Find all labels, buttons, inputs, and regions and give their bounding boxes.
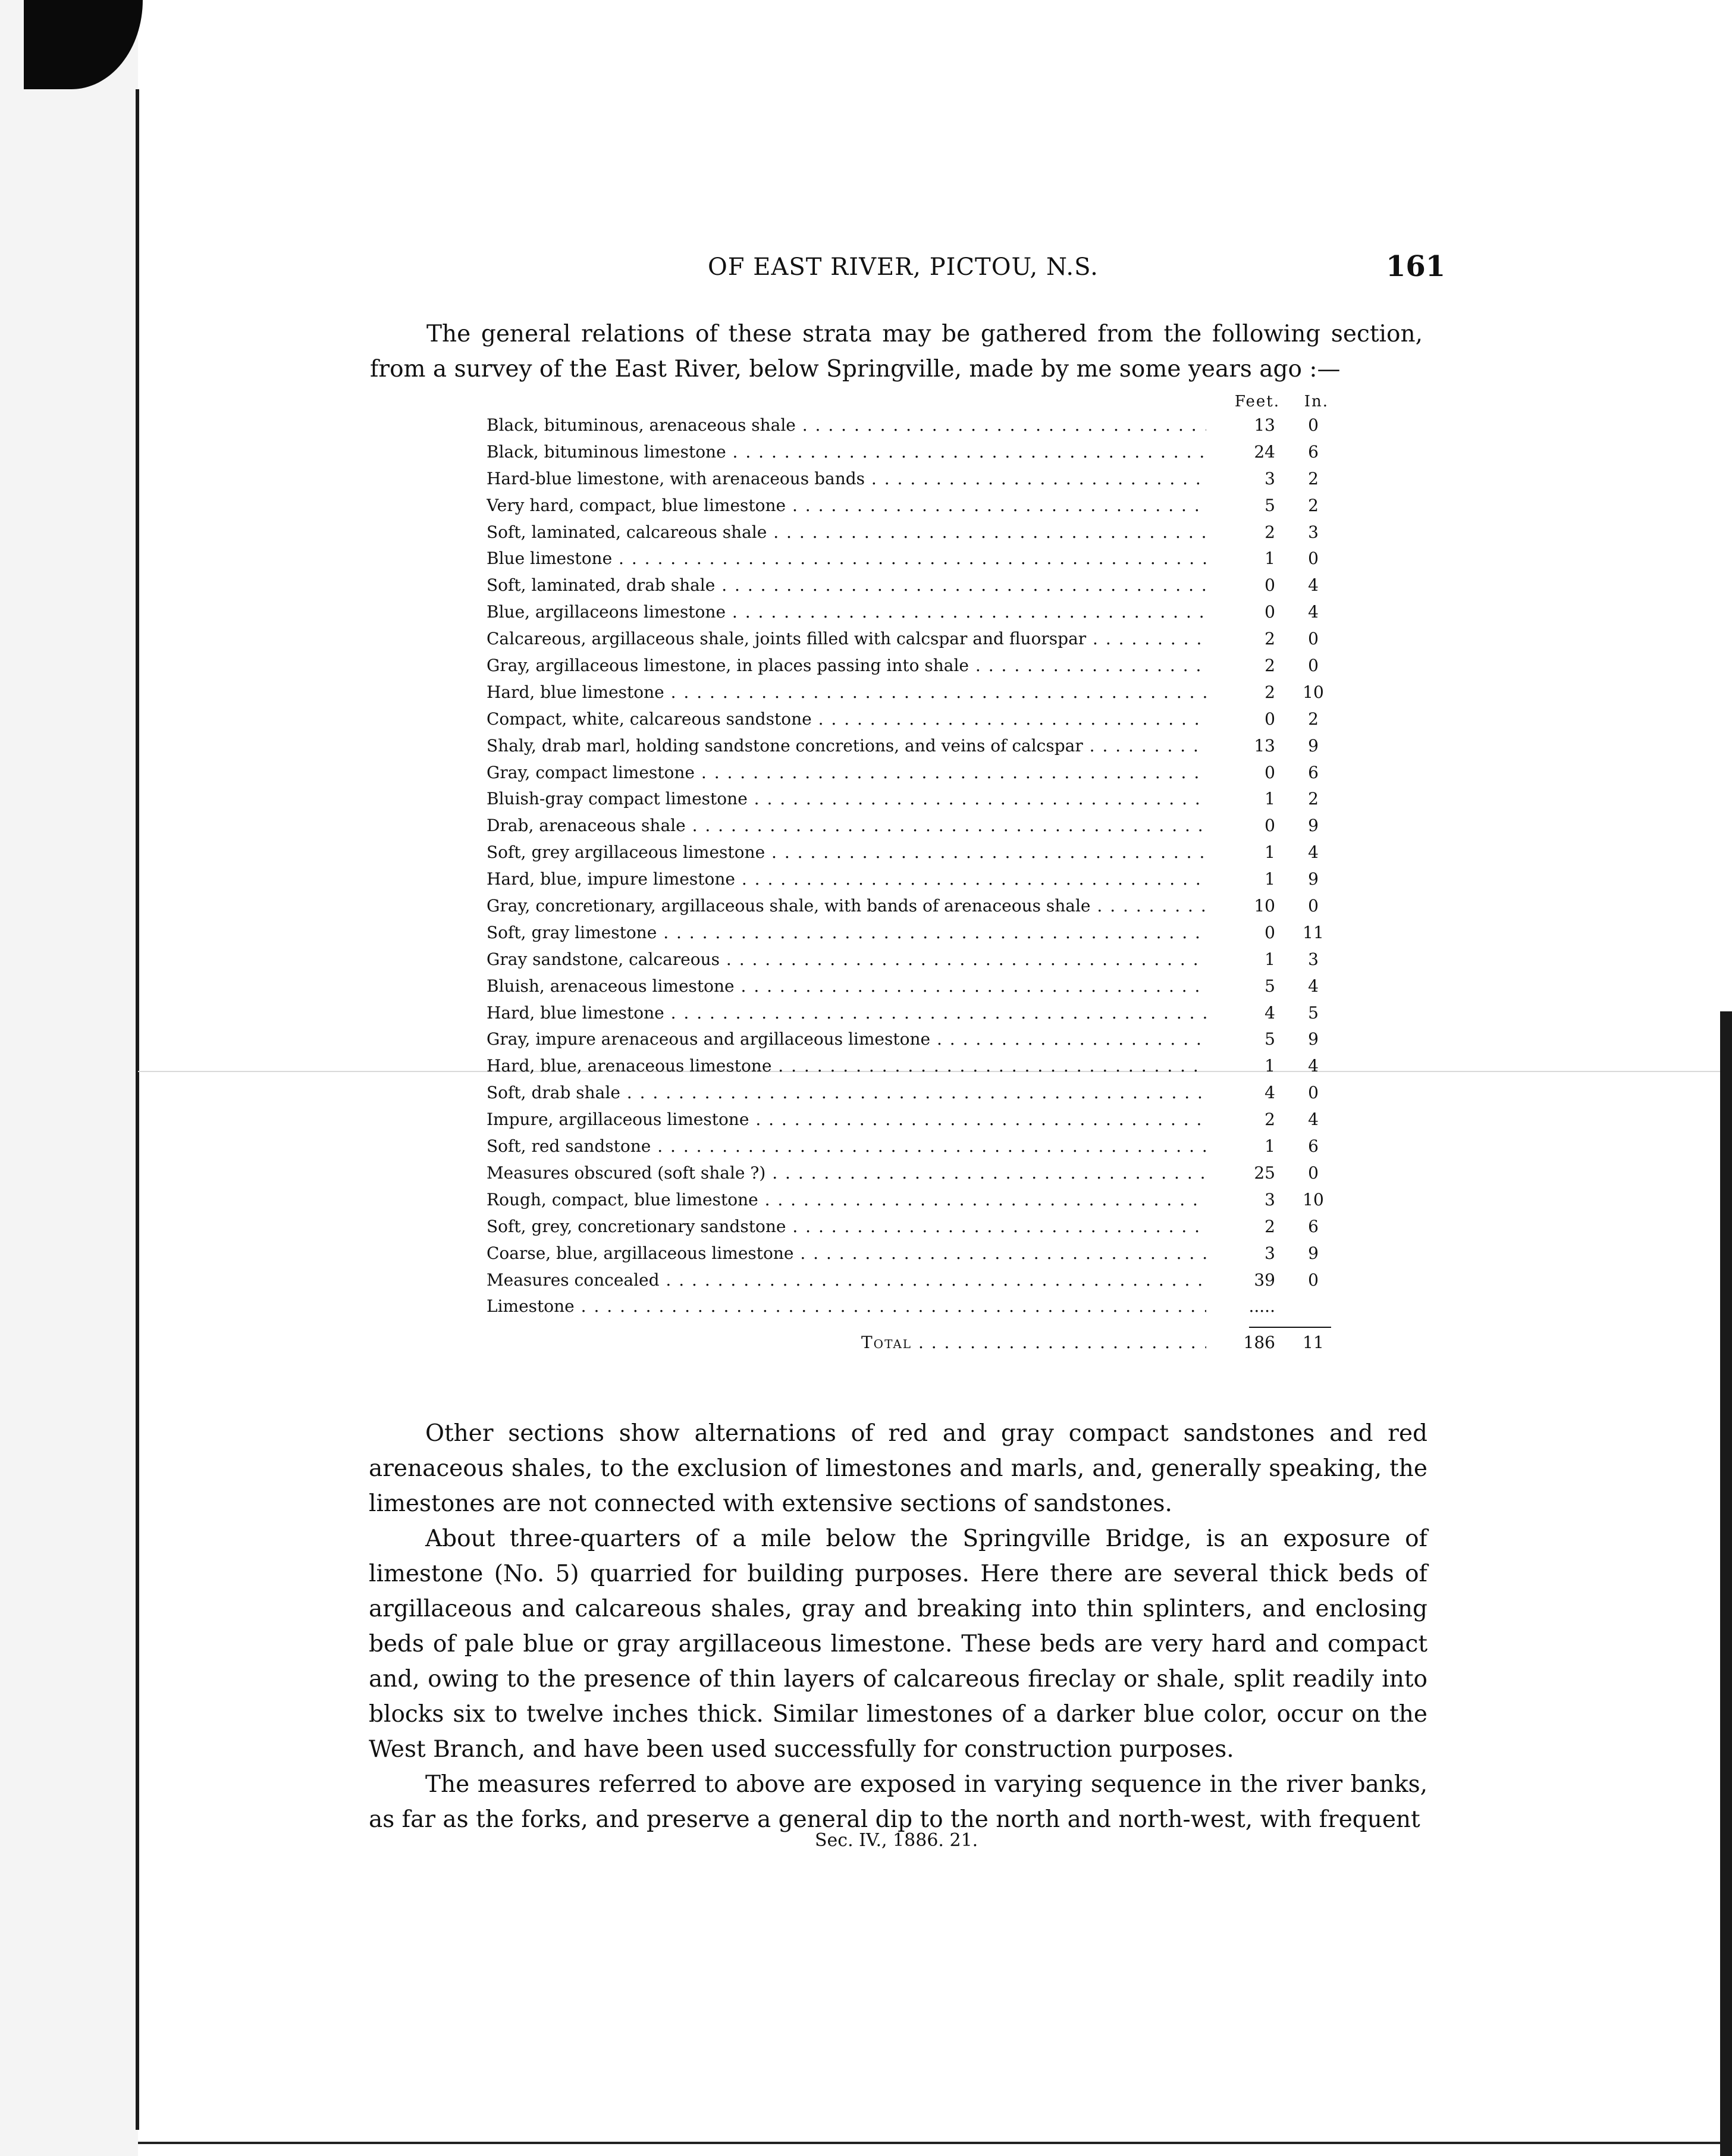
stratum-feet: 0 [1265, 602, 1275, 622]
table-row [487, 1217, 1331, 1243]
stratum-feet: 5 [1265, 976, 1275, 996]
table-row [487, 496, 1331, 522]
paragraph-2: About three-quarters of a mile below the Springville Bridge, is an exposure of limestone (No. 5) quarried for building purposes. Here there are several thick beds of argillaceous and calcareous shales, gray and breaking into thin splinters, and enclosing beds of pale blue or gray argillaceous limestone. These beds are very hard and compact and, owing to the presence of thin layers of calcareous fireclay or shale, split readily into blocks six to twelve inches thick. Similar limestones of a darker blue color, occur on the West Branch, and have been used successfully for construction purposes. [369, 1525, 1427, 1763]
stratum-description: Calcareous, argillaceous shale, joints filled with calcspar and fluorspar . . . [487, 629, 1206, 648]
stratum-description: Black, bituminous limestone . . . [487, 442, 1206, 462]
stratum-feet: 5 [1265, 1029, 1275, 1049]
stratum-description: Soft, gray limestone . . . [487, 923, 1206, 942]
table-header [487, 393, 1331, 415]
stratum-description: Gray, concretionary, argillaceous shale, with bands of arenaceous shale . . . [487, 896, 1206, 916]
stratum-description: Rough, compact, blue limestone . . . [487, 1190, 1206, 1209]
stratum-feet: 1 [1265, 1136, 1275, 1157]
table-row [487, 976, 1331, 1003]
stratum-feet: 1 [1265, 869, 1275, 889]
stratum-inches: 10 [1303, 1189, 1324, 1209]
stratum-description: Hard, blue limestone . . . [487, 682, 1206, 702]
page-fold-line [136, 89, 139, 2130]
table-row [487, 656, 1331, 682]
stratum-description: Bluish, arenaceous limestone . . . [487, 976, 1206, 996]
stratum-feet: 0 [1265, 575, 1275, 596]
stratum-feet: 10 [1254, 896, 1275, 916]
stratum-feet: 1 [1265, 549, 1275, 569]
body-text [369, 1416, 1427, 1837]
stratum-feet: 1 [1265, 842, 1275, 863]
stratum-feet: 0 [1265, 709, 1275, 729]
stratum-feet: 13 [1254, 415, 1275, 435]
stratum-description: Soft, laminated, calcareous shale . . . [487, 522, 1206, 542]
stratum-feet: 1 [1265, 1056, 1275, 1076]
stratum-feet: 39 [1254, 1270, 1275, 1290]
stratum-feet: 2 [1265, 1110, 1275, 1130]
stratum-inches: 0 [1308, 549, 1319, 569]
stratum-inches: 11 [1303, 922, 1324, 942]
table-row [487, 1056, 1331, 1083]
stratum-description: Compact, white, calcareous sandstone . . . [487, 709, 1206, 729]
stratum-inches: 5 [1308, 1002, 1319, 1023]
scan-right-edge [1720, 1011, 1732, 2156]
intro-paragraph: The general relations of these strata may be gathered from the following section, from a survey of the East River, below Springville, made by me some years ago :— [370, 321, 1423, 383]
table-row [487, 549, 1331, 575]
stratum-inches: 9 [1308, 1243, 1319, 1263]
table-row [487, 789, 1331, 816]
stratum-inches: 4 [1308, 1056, 1319, 1076]
inches-column-header: In. [1304, 393, 1329, 410]
stratum-inches: 2 [1308, 709, 1319, 729]
table-row [487, 896, 1331, 923]
stratum-inches: 6 [1308, 441, 1319, 462]
table-row [487, 949, 1331, 976]
stratum-description: Very hard, compact, blue limestone . . . [487, 496, 1206, 515]
total-label: Total [861, 1333, 912, 1353]
paragraph-3: The measures referred to above are exposed in varying sequence in the river banks, as far as the forks, and preserve a general dip to the north and north-west, with frequent [369, 1771, 1427, 1833]
table-row [487, 869, 1331, 896]
stratum-feet: 25 [1254, 1162, 1275, 1183]
stratum-feet: 5 [1265, 495, 1275, 515]
stratum-description: Soft, grey, concretionary sandstone . . . [487, 1217, 1206, 1236]
page-number: 161 [1386, 250, 1446, 283]
stratum-description: Measures obscured (soft shale ?) . . . [487, 1163, 1206, 1183]
stratum-description: Hard, blue, impure limestone . . . [487, 869, 1206, 889]
stratum-inches: 0 [1308, 415, 1319, 435]
stratum-feet: 0 [1265, 816, 1275, 836]
stratum-inches: 6 [1308, 762, 1319, 782]
scan-bottom-edge [138, 2142, 1720, 2144]
table-total-row [487, 1333, 1331, 1359]
stratum-inches: 3 [1308, 522, 1319, 542]
stratum-description: Gray, impure arenaceous and argillaceous limestone . . . [487, 1029, 1206, 1049]
feet-column-header: Feet. [1234, 393, 1280, 410]
stratum-feet: 24 [1254, 441, 1275, 462]
table-row [487, 575, 1331, 602]
stratum-feet: 1 [1265, 949, 1275, 969]
table-row [487, 602, 1331, 629]
stratum-inches: 4 [1308, 842, 1319, 863]
left-page-gutter [0, 0, 138, 2156]
total-inches: 11 [1303, 1333, 1324, 1353]
stratum-inches: 6 [1308, 1136, 1319, 1157]
stratum-feet: 13 [1254, 735, 1275, 756]
stratum-inches: 0 [1308, 1162, 1319, 1183]
stratum-description: Blue limestone . . . [487, 549, 1206, 568]
table-row [487, 842, 1331, 869]
stratum-inches: 0 [1308, 1083, 1319, 1103]
stratum-inches: 10 [1303, 682, 1324, 702]
stratum-feet: 2 [1265, 682, 1275, 702]
table-row [487, 442, 1331, 469]
stratum-description: Gray, argillaceous limestone, in places passing into shale . . . [487, 656, 1206, 675]
stratum-inches: 4 [1308, 575, 1319, 596]
table-row [487, 682, 1331, 709]
table-row [487, 1083, 1331, 1110]
stratum-feet: 2 [1265, 656, 1275, 676]
stratum-inches: 0 [1308, 629, 1319, 649]
stratum-inches: 3 [1308, 949, 1319, 969]
stratum-description: Hard-blue limestone, with arenaceous bands . . . [487, 469, 1206, 488]
stratum-inches: 6 [1308, 1216, 1319, 1236]
table-row [487, 1296, 1331, 1323]
table-row [487, 816, 1331, 842]
stratum-description: Black, bituminous, arenaceous shale . . . [487, 415, 1206, 435]
stratum-description: Impure, argillaceous limestone . . . [487, 1110, 1206, 1129]
stratum-feet: 3 [1265, 1189, 1275, 1209]
table-row [487, 1029, 1331, 1056]
table-row [487, 469, 1331, 496]
stratum-inches: 4 [1308, 976, 1319, 996]
stratum-description: Bluish-gray compact limestone . . . [487, 789, 1206, 808]
stratum-inches: 9 [1308, 735, 1319, 756]
table-body [487, 415, 1331, 1323]
table-row [487, 522, 1331, 549]
table-row [487, 629, 1331, 656]
stratum-description: Hard, blue limestone . . . [487, 1003, 1206, 1023]
stratum-feet: 4 [1265, 1002, 1275, 1023]
table-row [487, 1136, 1331, 1163]
table-row [487, 1270, 1331, 1297]
table-row [487, 1190, 1331, 1217]
stratum-description: Blue, argillaceons limestone . . . [487, 602, 1206, 622]
signature-footer: Sec. IV., 1886. 21. [815, 1830, 978, 1851]
stratum-inches: 2 [1308, 495, 1319, 515]
stratum-description: Shaly, drab marl, holding sandstone concretions, and veins of calcspar . . . [487, 736, 1206, 756]
table-row [487, 1243, 1331, 1270]
stratum-description: Gray sandstone, calcareous . . . [487, 949, 1206, 969]
stratum-feet: 1 [1265, 789, 1275, 809]
table-row [487, 923, 1331, 949]
stratum-inches: 9 [1308, 816, 1319, 836]
stratum-inches: 9 [1308, 869, 1319, 889]
total-feet: 186 [1243, 1333, 1275, 1353]
stratum-feet: 0 [1265, 762, 1275, 782]
stratum-inches: 9 [1308, 1029, 1319, 1049]
stratum-description: Coarse, blue, argillaceous limestone . . . [487, 1243, 1206, 1263]
stratum-description: Hard, blue, arenaceous limestone . . . [487, 1056, 1206, 1076]
running-title: OF EAST RIVER, PICTOU, N.S. [708, 253, 1099, 281]
stratum-feet: 3 [1265, 468, 1275, 488]
stratum-inches: 2 [1308, 789, 1319, 809]
paragraph-1: Other sections show alternations of red and gray compact sandstones and red arenaceous shales, to the exclusion of limestones and marls, and, generally speaking, the limestones are not connected with extensive sections of sandstones. [369, 1420, 1427, 1517]
table-row [487, 1110, 1331, 1136]
stratum-description: Drab, arenaceous shale . . . [487, 816, 1206, 835]
stratum-inches: 0 [1308, 1270, 1319, 1290]
stratum-description: Soft, grey argillaceous limestone . . . [487, 842, 1206, 862]
stratum-feet: ..... [1248, 1296, 1275, 1317]
stratum-inches: 4 [1308, 1110, 1319, 1130]
stratum-feet: 3 [1265, 1243, 1275, 1263]
table-row [487, 709, 1331, 736]
strata-section-table [487, 393, 1331, 1359]
stratum-inches: 0 [1308, 656, 1319, 676]
table-row [487, 1163, 1331, 1190]
stratum-description: Soft, laminated, drab shale . . . [487, 575, 1206, 595]
stratum-description: Measures concealed . . . [487, 1270, 1206, 1290]
stratum-description: Gray, compact limestone . . . [487, 763, 1206, 782]
total-rule [487, 1323, 1331, 1333]
stratum-inches: 0 [1308, 896, 1319, 916]
table-row [487, 736, 1331, 763]
stratum-inches: 2 [1308, 468, 1319, 488]
stratum-feet: 2 [1265, 522, 1275, 542]
stratum-description: Limestone . . . [487, 1296, 1206, 1316]
table-row [487, 763, 1331, 789]
stratum-description: Soft, red sandstone . . . [487, 1136, 1206, 1156]
stratum-feet: 2 [1265, 629, 1275, 649]
stratum-feet: 0 [1265, 922, 1275, 942]
stratum-inches: 4 [1308, 602, 1319, 622]
stratum-feet: 2 [1265, 1216, 1275, 1236]
stratum-description: Soft, drab shale . . . [487, 1083, 1206, 1102]
table-row [487, 1003, 1331, 1030]
table-row [487, 415, 1331, 442]
stratum-feet: 4 [1265, 1083, 1275, 1103]
